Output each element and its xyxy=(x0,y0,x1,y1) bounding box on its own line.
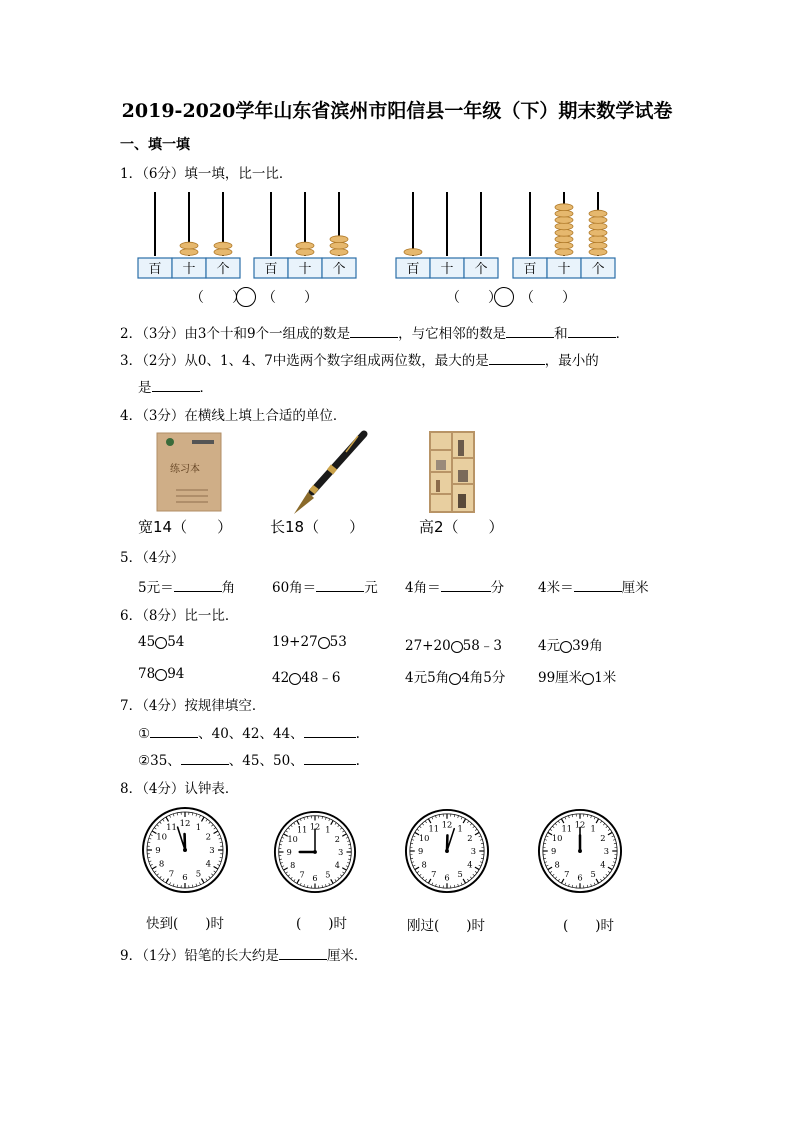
length-label[interactable]: 长18（ ） xyxy=(270,518,365,536)
clock-number: 6 xyxy=(577,872,583,883)
clock-number: 3 xyxy=(209,846,215,857)
bookshelf-image xyxy=(428,430,476,514)
clock-center xyxy=(313,850,317,854)
place-value-label: 十 xyxy=(557,262,571,277)
clock-number: 8 xyxy=(290,859,296,870)
clock-number: 9 xyxy=(286,847,292,858)
abacus-bead xyxy=(330,242,348,249)
answer-blank[interactable] xyxy=(304,723,356,738)
clock-number: 7 xyxy=(299,869,305,880)
clock-4 xyxy=(537,808,623,894)
compare-circle[interactable] xyxy=(318,637,330,649)
clock-number: 11 xyxy=(166,822,177,833)
q5-item-1: 5元＝ 角 xyxy=(138,576,235,596)
clock-number: 11 xyxy=(561,823,573,834)
compare-item: 99厘米 1米 xyxy=(538,670,617,686)
q5-item-2: 60角＝ 元 xyxy=(272,576,378,596)
compare-item: 27+20 58﹣3 xyxy=(405,638,502,654)
place-value-label: 十 xyxy=(182,262,196,277)
answer-blank[interactable] xyxy=(441,577,491,592)
clock-number: 9 xyxy=(417,846,424,857)
abacus-bead xyxy=(589,223,607,230)
place-value-label: 个 xyxy=(591,262,605,277)
clock-number: 12 xyxy=(179,819,191,830)
abacus-bead xyxy=(555,204,573,211)
clock-number: 3 xyxy=(338,847,344,858)
question-6: 6．（8分）比一比． xyxy=(120,608,239,624)
question-9: 9．（1分）铅笔的长大约是 厘米． xyxy=(120,944,367,964)
page-title: 2019-2020学年山东省滨州市阳信县一年级（下）期末数学试卷 xyxy=(121,100,673,122)
exercise-book-image xyxy=(156,432,222,512)
clock-number: 8 xyxy=(158,859,165,870)
clock-number: 2 xyxy=(467,832,473,843)
compare-circle[interactable] xyxy=(582,673,594,685)
answer-blank[interactable] xyxy=(181,750,229,765)
clock-number: 6 xyxy=(312,872,318,883)
abacus-bead xyxy=(296,242,314,249)
abacus-bead xyxy=(589,229,607,236)
clock-number: 3 xyxy=(603,846,610,857)
place-value-label: 个 xyxy=(332,262,346,277)
abacus-bead xyxy=(555,249,573,256)
abacus-bead xyxy=(214,242,232,249)
abacus-bead xyxy=(180,242,198,249)
abacus-figure xyxy=(130,188,630,280)
abacus-bead xyxy=(589,249,607,256)
clock-number: 11 xyxy=(296,824,308,835)
abacus-bead xyxy=(589,217,607,224)
answer-blank[interactable] xyxy=(574,577,622,592)
abacus-bead xyxy=(589,210,607,217)
clock-3 xyxy=(404,808,490,894)
clock-number: 5 xyxy=(457,868,463,879)
clock-number: 2 xyxy=(600,832,606,843)
answer-blank[interactable] xyxy=(304,750,356,765)
question-2: 2．（3分）由3个十和9个一组成的数是 ，与它相邻的数是 和 ． xyxy=(120,322,629,342)
clock-number: 4 xyxy=(205,859,212,870)
abacus-bead xyxy=(555,236,573,243)
question-3-line2: 是 ． xyxy=(138,376,213,396)
compare-circle[interactable] xyxy=(155,669,167,681)
abacus-bead xyxy=(555,242,573,249)
abacus-bead xyxy=(330,249,348,256)
answer-blank[interactable] xyxy=(489,350,545,365)
abacus-bead xyxy=(555,217,573,224)
sequence-1: ① 、40、42、44、 . xyxy=(138,722,360,742)
clock-number: 1 xyxy=(195,822,202,833)
answer-blank[interactable] xyxy=(568,323,616,338)
answer-blank[interactable] xyxy=(150,723,198,738)
abacus-bead xyxy=(404,249,422,256)
clock-2 xyxy=(273,810,357,894)
clock-number: 8 xyxy=(554,859,560,870)
clock-number: 4 xyxy=(467,859,473,870)
compare-left-first[interactable]: （ ） xyxy=(190,290,246,306)
clock-label-3[interactable]: 刚过( )时 xyxy=(407,918,486,934)
clock-number: 4 xyxy=(334,859,340,870)
clock-number: 10 xyxy=(156,832,168,843)
answer-blank[interactable] xyxy=(279,945,327,960)
clock-label-2[interactable]: ( )时 xyxy=(296,916,348,932)
clock-number: 1 xyxy=(590,823,596,834)
question-8: 8．（4分）认钟表． xyxy=(120,781,239,797)
compare-item: 45 54 xyxy=(138,634,185,650)
compare-circle[interactable] xyxy=(289,673,301,685)
compare-circle[interactable] xyxy=(560,641,572,653)
place-value-label: 百 xyxy=(264,262,278,277)
clock-number: 10 xyxy=(551,832,563,843)
place-value-label: 个 xyxy=(474,262,488,277)
clock-number: 2 xyxy=(334,834,340,845)
clock-number: 6 xyxy=(444,872,450,883)
clock-number: 1 xyxy=(325,824,331,835)
clock-number: 5 xyxy=(590,868,596,879)
answer-blank[interactable] xyxy=(316,577,364,592)
width-label[interactable]: 宽14（ ） xyxy=(138,518,233,536)
clock-number: 5 xyxy=(325,869,331,880)
clock-number: 2 xyxy=(205,832,212,843)
abacus-bead xyxy=(555,223,573,230)
abacus-bead xyxy=(589,236,607,243)
abacus-bead xyxy=(296,249,314,256)
clock-number: 4 xyxy=(600,859,606,870)
abacus-bead xyxy=(589,242,607,249)
abacus-bead xyxy=(555,210,573,217)
compare-item: 78 94 xyxy=(138,666,185,682)
answer-blank[interactable] xyxy=(174,577,222,592)
compare-circle[interactable] xyxy=(451,641,463,653)
question-5: 5．（4分） xyxy=(120,550,185,566)
place-value-label: 十 xyxy=(298,262,312,277)
clock-number: 1 xyxy=(457,823,463,834)
compare-item: 42 48﹣6 xyxy=(272,670,341,686)
compare-circle[interactable] xyxy=(155,637,167,649)
place-value-label: 百 xyxy=(148,262,162,277)
clock-number: 8 xyxy=(421,859,427,870)
compare-right-second[interactable]: （ ） xyxy=(520,290,576,306)
clock-1 xyxy=(141,806,229,894)
compare-item: 19+27 53 xyxy=(272,634,347,650)
compare-circle[interactable] xyxy=(449,673,461,685)
compare-circle-1[interactable] xyxy=(236,287,256,307)
clock-number: 12 xyxy=(309,821,321,832)
compare-right-first[interactable]: （ ） xyxy=(262,290,318,306)
abacus-bead xyxy=(330,236,348,243)
clock-number: 9 xyxy=(155,846,161,857)
abacus-bead xyxy=(180,249,198,256)
book-cover-title: 练习本 xyxy=(170,464,200,475)
clock-number: 7 xyxy=(168,869,175,880)
clock-number: 10 xyxy=(418,832,430,843)
clock-number: 6 xyxy=(182,873,188,884)
abacus-bead xyxy=(214,249,232,256)
clock-center xyxy=(578,849,582,853)
place-value-label: 十 xyxy=(440,262,454,277)
clock-number: 5 xyxy=(195,869,202,880)
q5-item-4: 4米＝ 厘米 xyxy=(538,576,649,596)
compare-item: 4元5角 4角5分 xyxy=(405,670,506,686)
question-7: 7．（4分）按规律填空． xyxy=(120,698,266,714)
clock-number: 10 xyxy=(287,834,298,845)
clock-number: 12 xyxy=(574,819,586,830)
clock-center xyxy=(183,848,187,852)
question-4: 4．（3分）在横线上填上合适的单位． xyxy=(120,408,347,424)
compare-left-second[interactable]: （ ） xyxy=(446,290,502,306)
clock-number: 12 xyxy=(441,819,453,830)
answer-blank[interactable] xyxy=(506,323,554,338)
clock-number: 7 xyxy=(431,868,437,879)
clock-number: 7 xyxy=(564,868,570,879)
answer-blank[interactable] xyxy=(152,377,200,392)
question-3: 3．（2分）从0、1、4、7中选两个数字组成两位数，最大的是 ，最小的 xyxy=(120,349,599,369)
place-value-label: 百 xyxy=(406,262,420,277)
place-value-label: 个 xyxy=(216,262,230,277)
compare-item: 4元 39角 xyxy=(538,638,603,654)
answer-blank[interactable] xyxy=(350,323,398,338)
clock-label-1[interactable]: 快到( )时 xyxy=(146,916,225,932)
clock-number: 3 xyxy=(470,846,477,857)
sequence-2: ②35、 、45、50、 . xyxy=(138,749,360,769)
place-value-label: 百 xyxy=(523,262,537,277)
abacus-bead xyxy=(555,229,573,236)
height-label[interactable]: 高2（ ） xyxy=(419,518,504,536)
section-heading: 一、填一填 xyxy=(120,137,190,153)
q5-item-3: 4角＝ 分 xyxy=(405,576,504,596)
clock-center xyxy=(445,849,449,853)
clock-number: 9 xyxy=(550,846,557,857)
question-1: 1．（6分）填一填，比一比． xyxy=(120,166,293,182)
clock-number: 11 xyxy=(428,823,440,834)
compare-circle-2[interactable] xyxy=(494,287,514,307)
clock-label-4[interactable]: ( )时 xyxy=(563,918,615,934)
fountain-pen-image xyxy=(286,430,370,516)
